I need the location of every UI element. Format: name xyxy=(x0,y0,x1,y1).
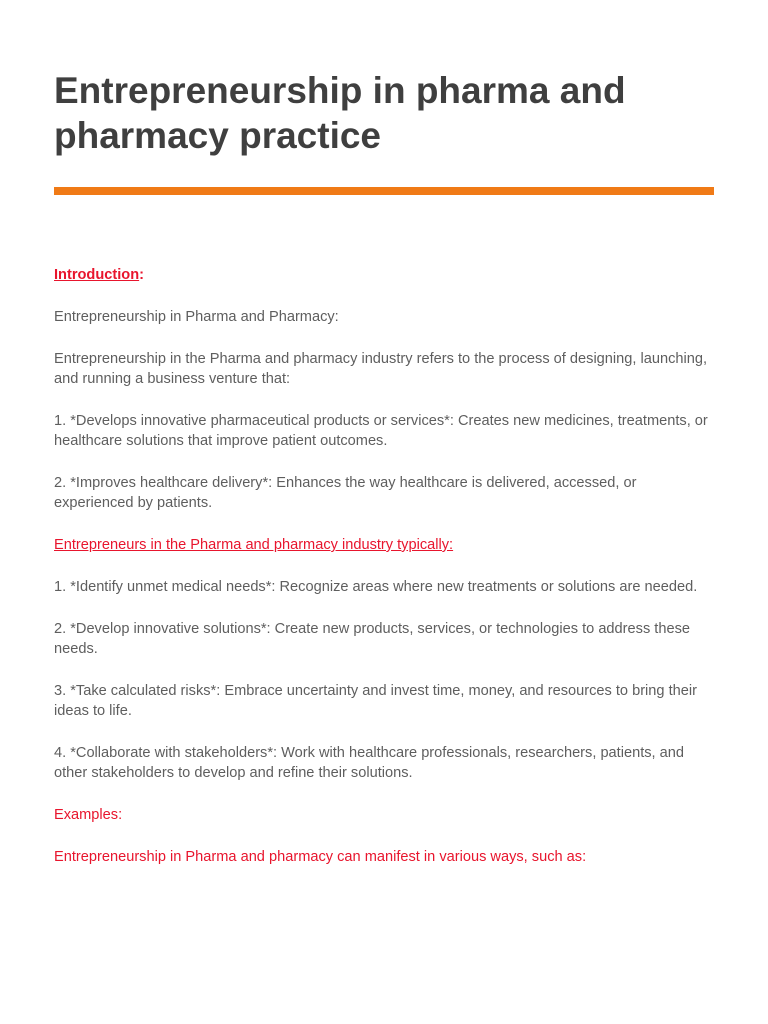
examples-intro: Entrepreneurship in Pharma and pharmacy can manifest in various ways, such as: xyxy=(54,849,587,865)
examples-heading: Examples: xyxy=(54,807,123,823)
venture-point: 2. *Improves healthcare delivery*: Enhances the way healthcare is delivered, accessed, or experienced by patients. xyxy=(54,475,637,511)
introduction-heading xyxy=(54,265,716,285)
introduction-heading-colon: : xyxy=(139,267,144,283)
document-title: Entrepreneurship in pharma and pharmacy practice xyxy=(54,70,626,156)
typical-point: 4. *Collaborate with stakeholders*: Work with healthcare professionals, researchers, patients, and other stakeholders to develop and refine their solutions. xyxy=(54,745,685,781)
introduction-heading-label: Introduction xyxy=(54,267,140,283)
venture-point: 1. *Develops innovative pharmaceutical products or services*: Creates new medicines, treatments, or healthcare solutions that improve patient outcomes. xyxy=(54,413,708,449)
document-body xyxy=(54,265,716,889)
typically-heading: Entrepreneurs in the Pharma and pharmacy industry typically: xyxy=(54,537,454,553)
definition-paragraph: Entrepreneurship in the Pharma and pharmacy industry refers to the process of designing, launching, and running a business venture that: xyxy=(54,351,708,387)
typical-point: 3. *Take calculated risks*: Embrace uncertainty and invest time, money, and resources to bring their ideas to life. xyxy=(54,683,697,719)
title-divider xyxy=(54,187,714,195)
subtitle-line: Entrepreneurship in Pharma and Pharmacy: xyxy=(54,309,339,325)
typical-point: 1. *Identify unmet medical needs*: Recognize areas where new treatments or solutions are needed. xyxy=(54,579,698,595)
typical-point: 2. *Develop innovative solutions*: Create new products, services, or technologies to address these needs. xyxy=(54,621,690,657)
